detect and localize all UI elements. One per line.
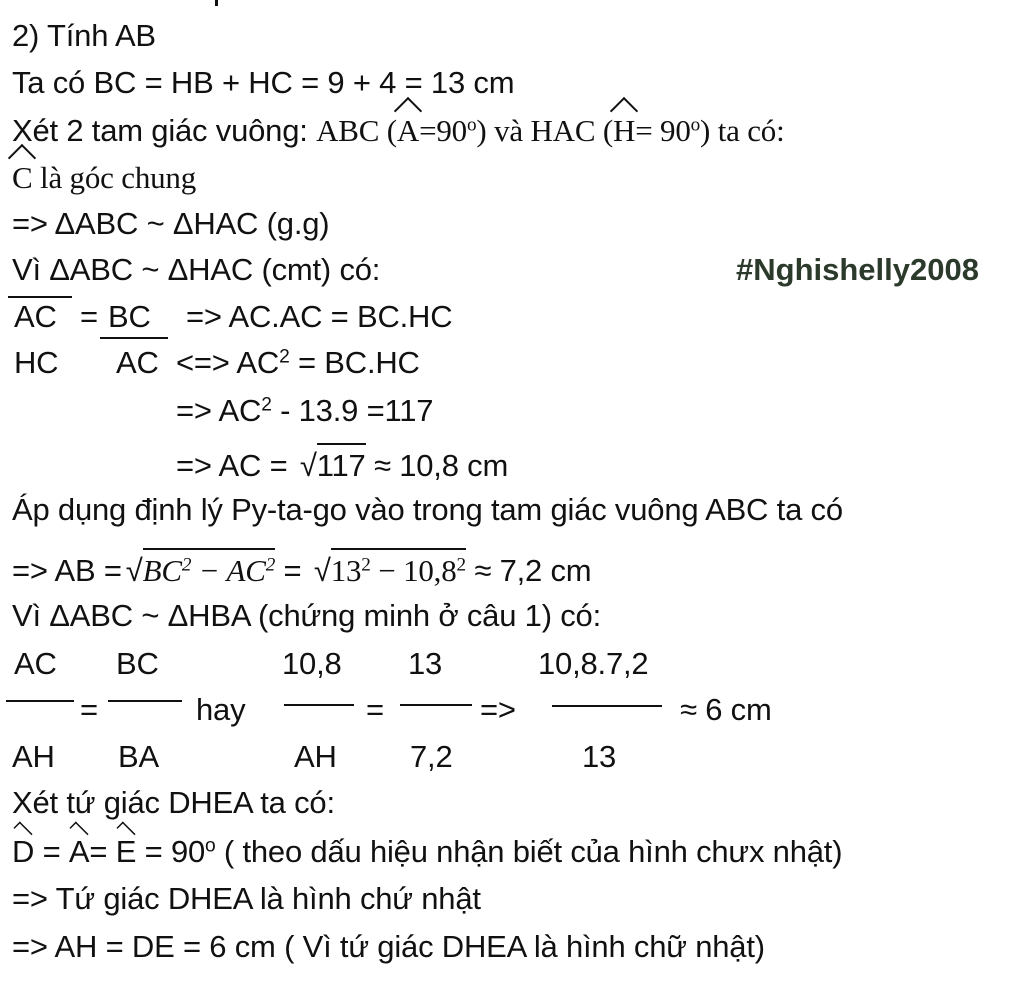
xet-dhea-line: Xét tứ giác DHEA ta có:	[12, 785, 335, 820]
frac-result: => AC.AC = BC.HC	[186, 299, 453, 334]
angle-reason: ( theo dấu hiệu nhận biết của hình chưx nhật)	[215, 834, 843, 869]
radicand-numeric	[331, 548, 466, 591]
degree-sign: o	[205, 835, 216, 857]
frac-equals: =	[80, 299, 98, 334]
ratio-13-den: 13	[582, 739, 617, 774]
final-line: => AH = DE = 6 cm ( Vì tứ giác DHEA là hình chữ nhật)	[12, 929, 765, 964]
ab-equals: =	[275, 553, 310, 588]
because-line-1: Vì ΔABC ~ ΔHAC (cmt) có:	[12, 252, 381, 287]
radicand-minus-ac: − AC	[191, 553, 266, 588]
square-exponent: 2	[456, 554, 466, 576]
bar-ac-ah	[6, 700, 74, 702]
bar-108-ah	[284, 704, 354, 706]
ratio-ac: AC	[14, 646, 57, 681]
radicand-bc: BC	[142, 553, 182, 588]
ratio-eq-2: =	[366, 692, 384, 727]
right-angles-line	[12, 832, 842, 872]
ac-root-line	[176, 443, 508, 486]
square-exponent: 2	[361, 554, 371, 576]
xet-prefix: Xét 2 tam giác vuông:	[12, 113, 308, 148]
ratio-product: 10,8.7,2	[538, 646, 649, 681]
iff-line	[176, 343, 420, 383]
similar-line-1: => ΔABC ~ ΔHAC (g.g)	[12, 206, 330, 241]
common-angle-text: là góc chung	[32, 160, 197, 195]
sqrt-bc-ac: $√BC^2 - AC^2$	[122, 548, 275, 591]
ratio-bc: BC	[116, 646, 159, 681]
square-exponent: 2	[279, 346, 290, 368]
bar-bc-ba	[108, 700, 182, 702]
ratio-hay: hay	[196, 692, 246, 727]
radicand-117: 117	[317, 443, 366, 486]
xet-end: ) ta có:	[700, 113, 785, 148]
angle-d: D	[12, 832, 34, 872]
frac1-denominator: HC	[14, 345, 59, 380]
ab-result: ≈ 7,2 cm	[465, 553, 592, 588]
xet-abc: ABC (	[316, 113, 397, 148]
fraction-bar-bc-ac	[100, 337, 168, 339]
ab-prefix: => AB =	[12, 553, 122, 588]
radicand-bc-ac	[143, 548, 276, 591]
pythagoras-line: Áp dụng định lý Py-ta-go vào trong tam giác vuông ABC ta có	[12, 492, 843, 527]
degree-sign: o	[690, 114, 701, 136]
angle-a-value: =90	[419, 113, 467, 148]
degree-sign: o	[466, 114, 477, 136]
angle-e: E	[116, 832, 136, 872]
ab-line	[12, 548, 591, 591]
angle-a: A	[397, 111, 419, 151]
ratio-arrow: =>	[480, 692, 516, 727]
frac1-numerator: AC	[14, 299, 57, 334]
ac-root-text: => AC =	[176, 448, 296, 483]
angle-c: C	[12, 158, 32, 198]
angle-h: H	[613, 111, 635, 151]
ac-square-end: - 13.9 =117	[271, 393, 434, 428]
bar-13-72	[400, 704, 472, 706]
bar-product-13	[552, 705, 662, 707]
common-angle-line	[12, 158, 196, 198]
ratio-ah: AH	[12, 739, 55, 774]
angle-eq-2: =	[89, 834, 116, 869]
ratio-10-8: 10,8	[282, 646, 342, 681]
ratio-ah-2: AH	[294, 739, 337, 774]
ratio-7-2: 7,2	[410, 739, 453, 774]
sqrt-numeric: $√13^2 - 10,8^2$	[310, 548, 466, 591]
angle-value: = 90	[136, 834, 206, 869]
ac-root-end: ≈ 10,8 cm	[365, 448, 509, 483]
xet-mid: ) và HAC (	[476, 113, 613, 148]
cropped-top-mark	[215, 0, 218, 6]
ac-square-text: => AC	[176, 393, 262, 428]
ratio-13: 13	[408, 646, 443, 681]
ratio-ba: BA	[118, 739, 159, 774]
radicand-minus-108: − 10,8	[370, 553, 457, 588]
iff-end: = BC.HC	[289, 345, 420, 380]
angle-h-value: = 90	[635, 113, 691, 148]
frac2-numerator: BC	[108, 299, 151, 334]
rectangle-line: => Tứ giác DHEA là hình chứ nhật	[12, 881, 481, 916]
frac2-denominator: AC	[116, 345, 159, 380]
ac-square-line	[176, 391, 433, 431]
radicand-13: 13	[330, 553, 362, 588]
xet-two-triangles-line	[12, 111, 785, 151]
because-line-2: Vì ΔABC ~ ΔHBA (chứng minh ở câu 1) có:	[12, 598, 602, 633]
ratio-approx: ≈ 6 cm	[680, 692, 772, 727]
square-exponent: 2	[181, 554, 192, 576]
ratio-eq-1: =	[80, 692, 98, 727]
sqrt-117: √117	[296, 443, 366, 486]
bc-sum-line: Ta có BC = HB + HC = 9 + 4 = 13 cm	[12, 65, 515, 100]
hashtag-watermark: #Nghishelly2008	[736, 252, 979, 287]
iff-text: <=> AC	[176, 345, 280, 380]
square-exponent: 2	[261, 394, 272, 416]
square-exponent: 2	[265, 554, 276, 576]
angle-a-2: A	[69, 832, 89, 872]
heading: 2) Tính AB	[12, 18, 156, 53]
angle-eq-1: =	[34, 834, 69, 869]
